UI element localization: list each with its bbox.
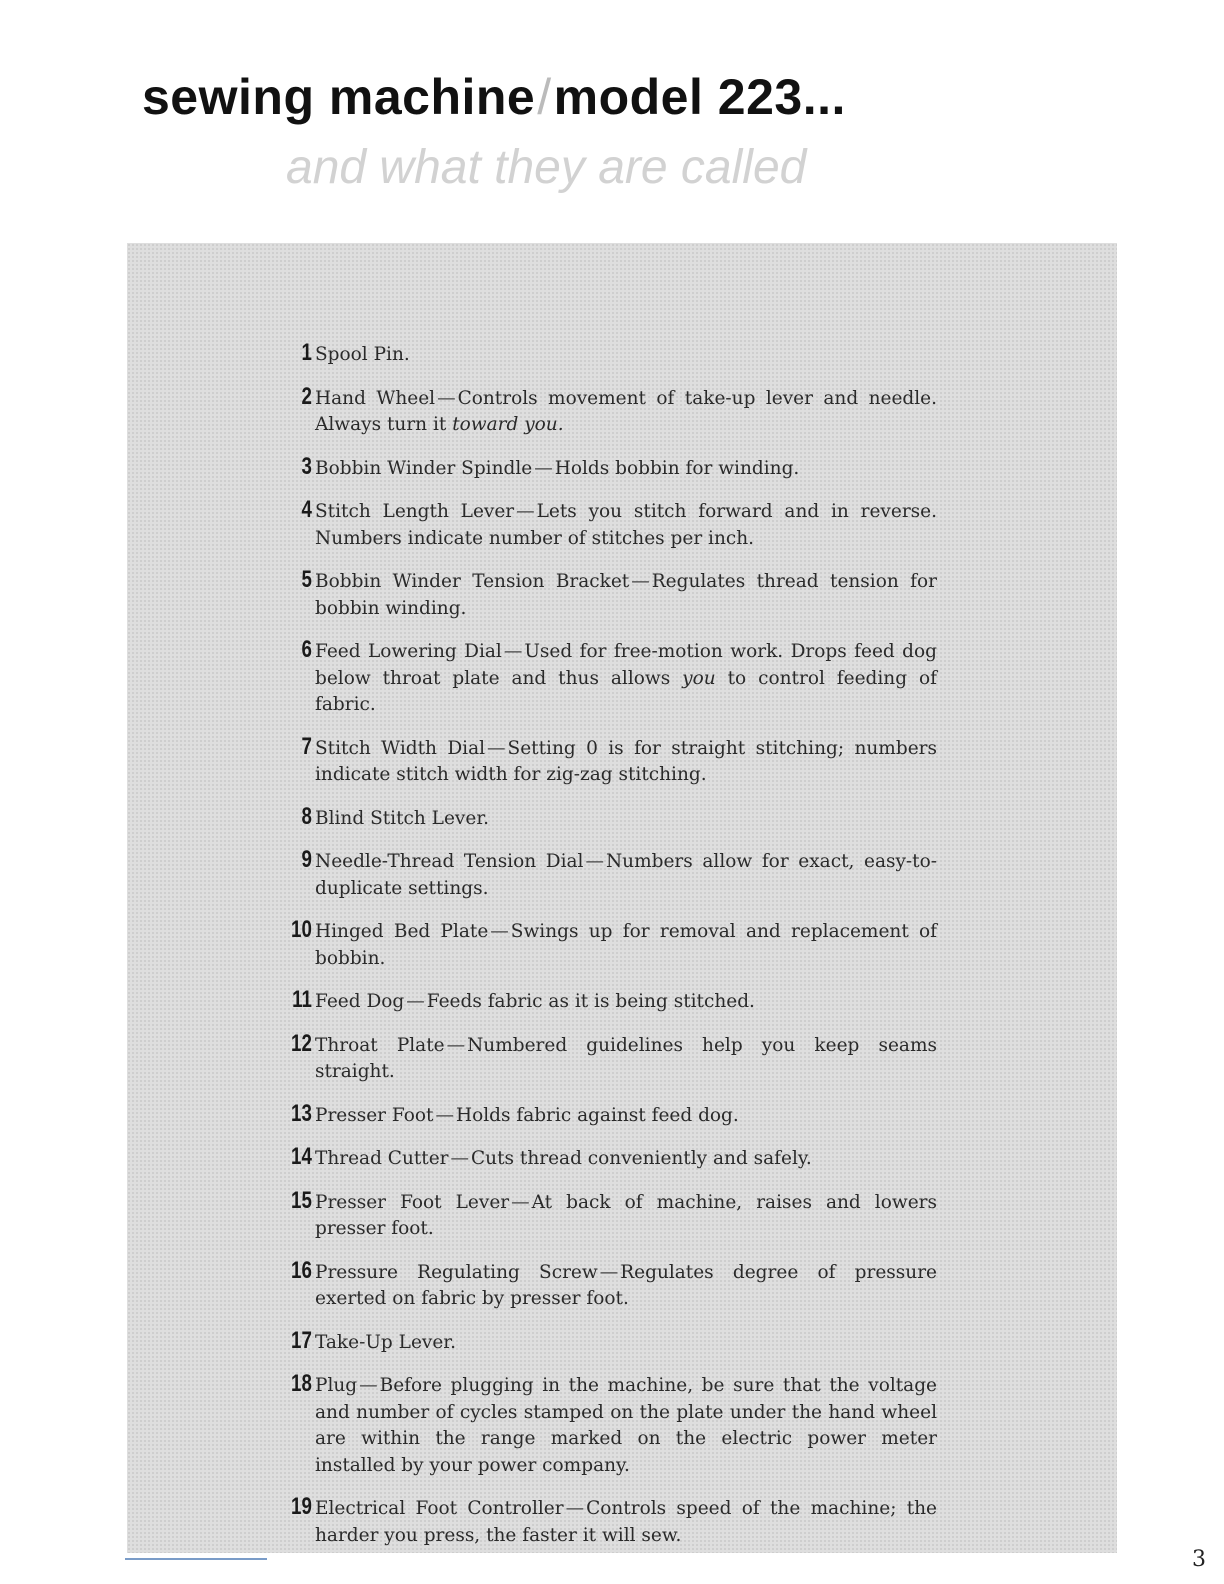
part-item-4 — [277, 496, 937, 552]
part-text — [315, 1103, 937, 1130]
part-name: Stitch Length Lever — [315, 501, 515, 522]
part-name: Stitch Width Dial — [315, 737, 486, 759]
part-description: Feeds fabric as it is being stitched. — [426, 991, 755, 1012]
part-name: Take-Up Lever. — [315, 1331, 456, 1353]
page-subtitle: and what they are called — [286, 141, 807, 194]
part-text — [315, 386, 937, 439]
part-number: 18 — [291, 1370, 312, 1397]
part-text — [315, 569, 937, 622]
part-number: 12 — [291, 1029, 312, 1057]
dash-separator: — — [599, 1261, 619, 1283]
part-description: Regulates thread tension for bobbin winding. — [315, 571, 937, 619]
part-text — [315, 919, 937, 972]
part-name: Hand Wheel — [315, 387, 436, 409]
part-description: Cuts thread conveniently and safely. — [471, 1148, 812, 1169]
part-name: Thread Cutter — [315, 1148, 449, 1169]
part-text — [315, 1260, 937, 1313]
part-text — [315, 849, 937, 902]
part-description: Controls movement of take-up lever and needle. Always turn it — [315, 387, 937, 435]
dash-separator: — — [487, 737, 506, 759]
part-description: Regulates degree of pressure exerted on fabric by presser foot. — [315, 1261, 937, 1309]
part-text — [315, 1496, 937, 1549]
part-item-2 — [277, 383, 937, 439]
part-number: 19 — [291, 1493, 312, 1520]
part-description: Holds bobbin for winding. — [554, 457, 800, 479]
part-text — [315, 806, 937, 833]
part-name: Electrical Foot Controller — [315, 1498, 564, 1519]
title-part1: sewing machine — [142, 69, 536, 125]
part-description-continued: to control feeding of fabric. — [315, 667, 937, 715]
part-item-15 — [277, 1187, 937, 1243]
part-description: Holds fabric against feed dog. — [455, 1104, 739, 1126]
parts-list — [277, 339, 937, 1563]
dash-separator: — — [511, 1191, 530, 1213]
part-name: Feed Lowering Dial — [315, 641, 502, 662]
part-item-11 — [277, 986, 937, 1016]
part-description: Before plugging in the machine, be sure that the voltage and number of cycles stamped on the plate under the hand wheel are within the range marked on the electric power meter installed by your power company. — [315, 1375, 937, 1476]
part-number: 9 — [301, 846, 312, 873]
part-name: Blind Stitch Lever. — [315, 807, 490, 829]
dash-separator: — — [585, 851, 604, 872]
part-item-14 — [277, 1143, 937, 1173]
part-item-3 — [277, 453, 937, 483]
page-number: 3 — [1192, 1547, 1206, 1572]
part-item-7 — [277, 733, 937, 789]
part-number: 10 — [291, 916, 312, 943]
part-name: Pressure Regulating Screw — [315, 1261, 598, 1283]
part-name: Presser Foot Lever — [315, 1191, 510, 1213]
dash-separator: — — [516, 501, 535, 522]
part-number: 3 — [301, 452, 312, 480]
part-emphasis: you — [682, 667, 716, 689]
part-number: 5 — [301, 566, 312, 593]
part-name: Hinged Bed Plate — [315, 921, 489, 942]
part-text — [315, 1190, 937, 1243]
part-text — [315, 1330, 937, 1357]
part-number: 17 — [291, 1326, 312, 1354]
part-number: 13 — [291, 1099, 312, 1127]
dash-separator: — — [631, 571, 650, 592]
dash-separator: — — [503, 641, 523, 662]
part-item-10 — [277, 916, 937, 972]
dash-separator: — — [437, 387, 456, 409]
part-description: Numbers allow for exact, easy-to-duplicate settings. — [315, 851, 937, 899]
part-text — [315, 639, 937, 719]
part-item-16 — [277, 1257, 937, 1313]
part-number: 15 — [291, 1186, 312, 1214]
part-text — [315, 1373, 937, 1479]
page-title — [142, 68, 846, 126]
part-text — [315, 736, 937, 789]
part-item-6 — [277, 636, 937, 719]
part-number: 14 — [291, 1143, 312, 1170]
dash-separator: — — [359, 1375, 378, 1396]
part-name: Bobbin Winder Spindle — [315, 457, 533, 479]
part-text — [315, 456, 937, 483]
part-name: Needle-Thread Tension Dial — [315, 851, 584, 872]
part-item-12 — [277, 1030, 937, 1086]
part-item-1 — [277, 339, 937, 369]
part-name: Plug — [315, 1375, 358, 1396]
parts-panel — [127, 243, 1117, 1553]
part-item-17 — [277, 1327, 937, 1357]
title-slash: / — [537, 69, 552, 125]
dash-separator: — — [490, 921, 509, 942]
part-number: 11 — [292, 986, 312, 1013]
part-name: Throat Plate — [315, 1034, 445, 1056]
part-item-8 — [277, 803, 937, 833]
part-item-5 — [277, 566, 937, 622]
part-number: 4 — [301, 496, 312, 523]
part-text — [315, 499, 937, 552]
part-number: 2 — [301, 382, 312, 410]
part-item-9 — [277, 846, 937, 902]
part-description: Lets you stitch forward and in reverse. Numbers indicate number of stitches per inch. — [315, 501, 937, 549]
part-description: At back of machine, raises and lowers presser foot. — [315, 1191, 937, 1239]
part-text — [315, 1033, 937, 1086]
part-description: Swings up for removal and replacement of bobbin. — [315, 921, 937, 969]
part-number: 8 — [301, 802, 312, 830]
part-text — [315, 342, 937, 369]
dash-separator: — — [406, 991, 425, 1012]
part-item-19 — [277, 1493, 937, 1549]
part-text — [315, 1146, 937, 1173]
part-name: Spool Pin. — [315, 344, 410, 365]
part-description: Setting 0 is for straight stitching; numbers indicate stitch width for zig-zag stitching. — [315, 737, 937, 785]
part-description: Controls speed of the machine; the harder you press, the faster it will sew. — [315, 1498, 938, 1546]
part-name: Presser Foot — [315, 1104, 434, 1126]
part-description: Numbered guidelines help you keep seams straight. — [315, 1034, 937, 1082]
part-emphasis: toward you. — [452, 414, 564, 435]
dash-separator: — — [565, 1498, 585, 1519]
part-name: Feed Dog — [315, 991, 405, 1012]
part-name: Bobbin Winder Tension Bracket — [315, 571, 630, 592]
dash-separator: — — [446, 1034, 466, 1056]
dash-separator: — — [534, 457, 553, 479]
part-description: Used for free-motion work. Drops feed dog below throat plate and thus allows — [315, 641, 937, 689]
footer-rule — [125, 1558, 267, 1560]
title-part2: model 223... — [553, 69, 846, 125]
part-text — [315, 989, 937, 1016]
part-item-18 — [277, 1370, 937, 1479]
part-number: 7 — [301, 732, 312, 760]
part-number: 16 — [291, 1256, 312, 1284]
part-item-13 — [277, 1100, 937, 1130]
dash-separator: — — [450, 1148, 470, 1169]
part-number: 6 — [301, 636, 312, 663]
dash-separator: — — [435, 1104, 454, 1126]
part-number: 1 — [301, 339, 312, 366]
